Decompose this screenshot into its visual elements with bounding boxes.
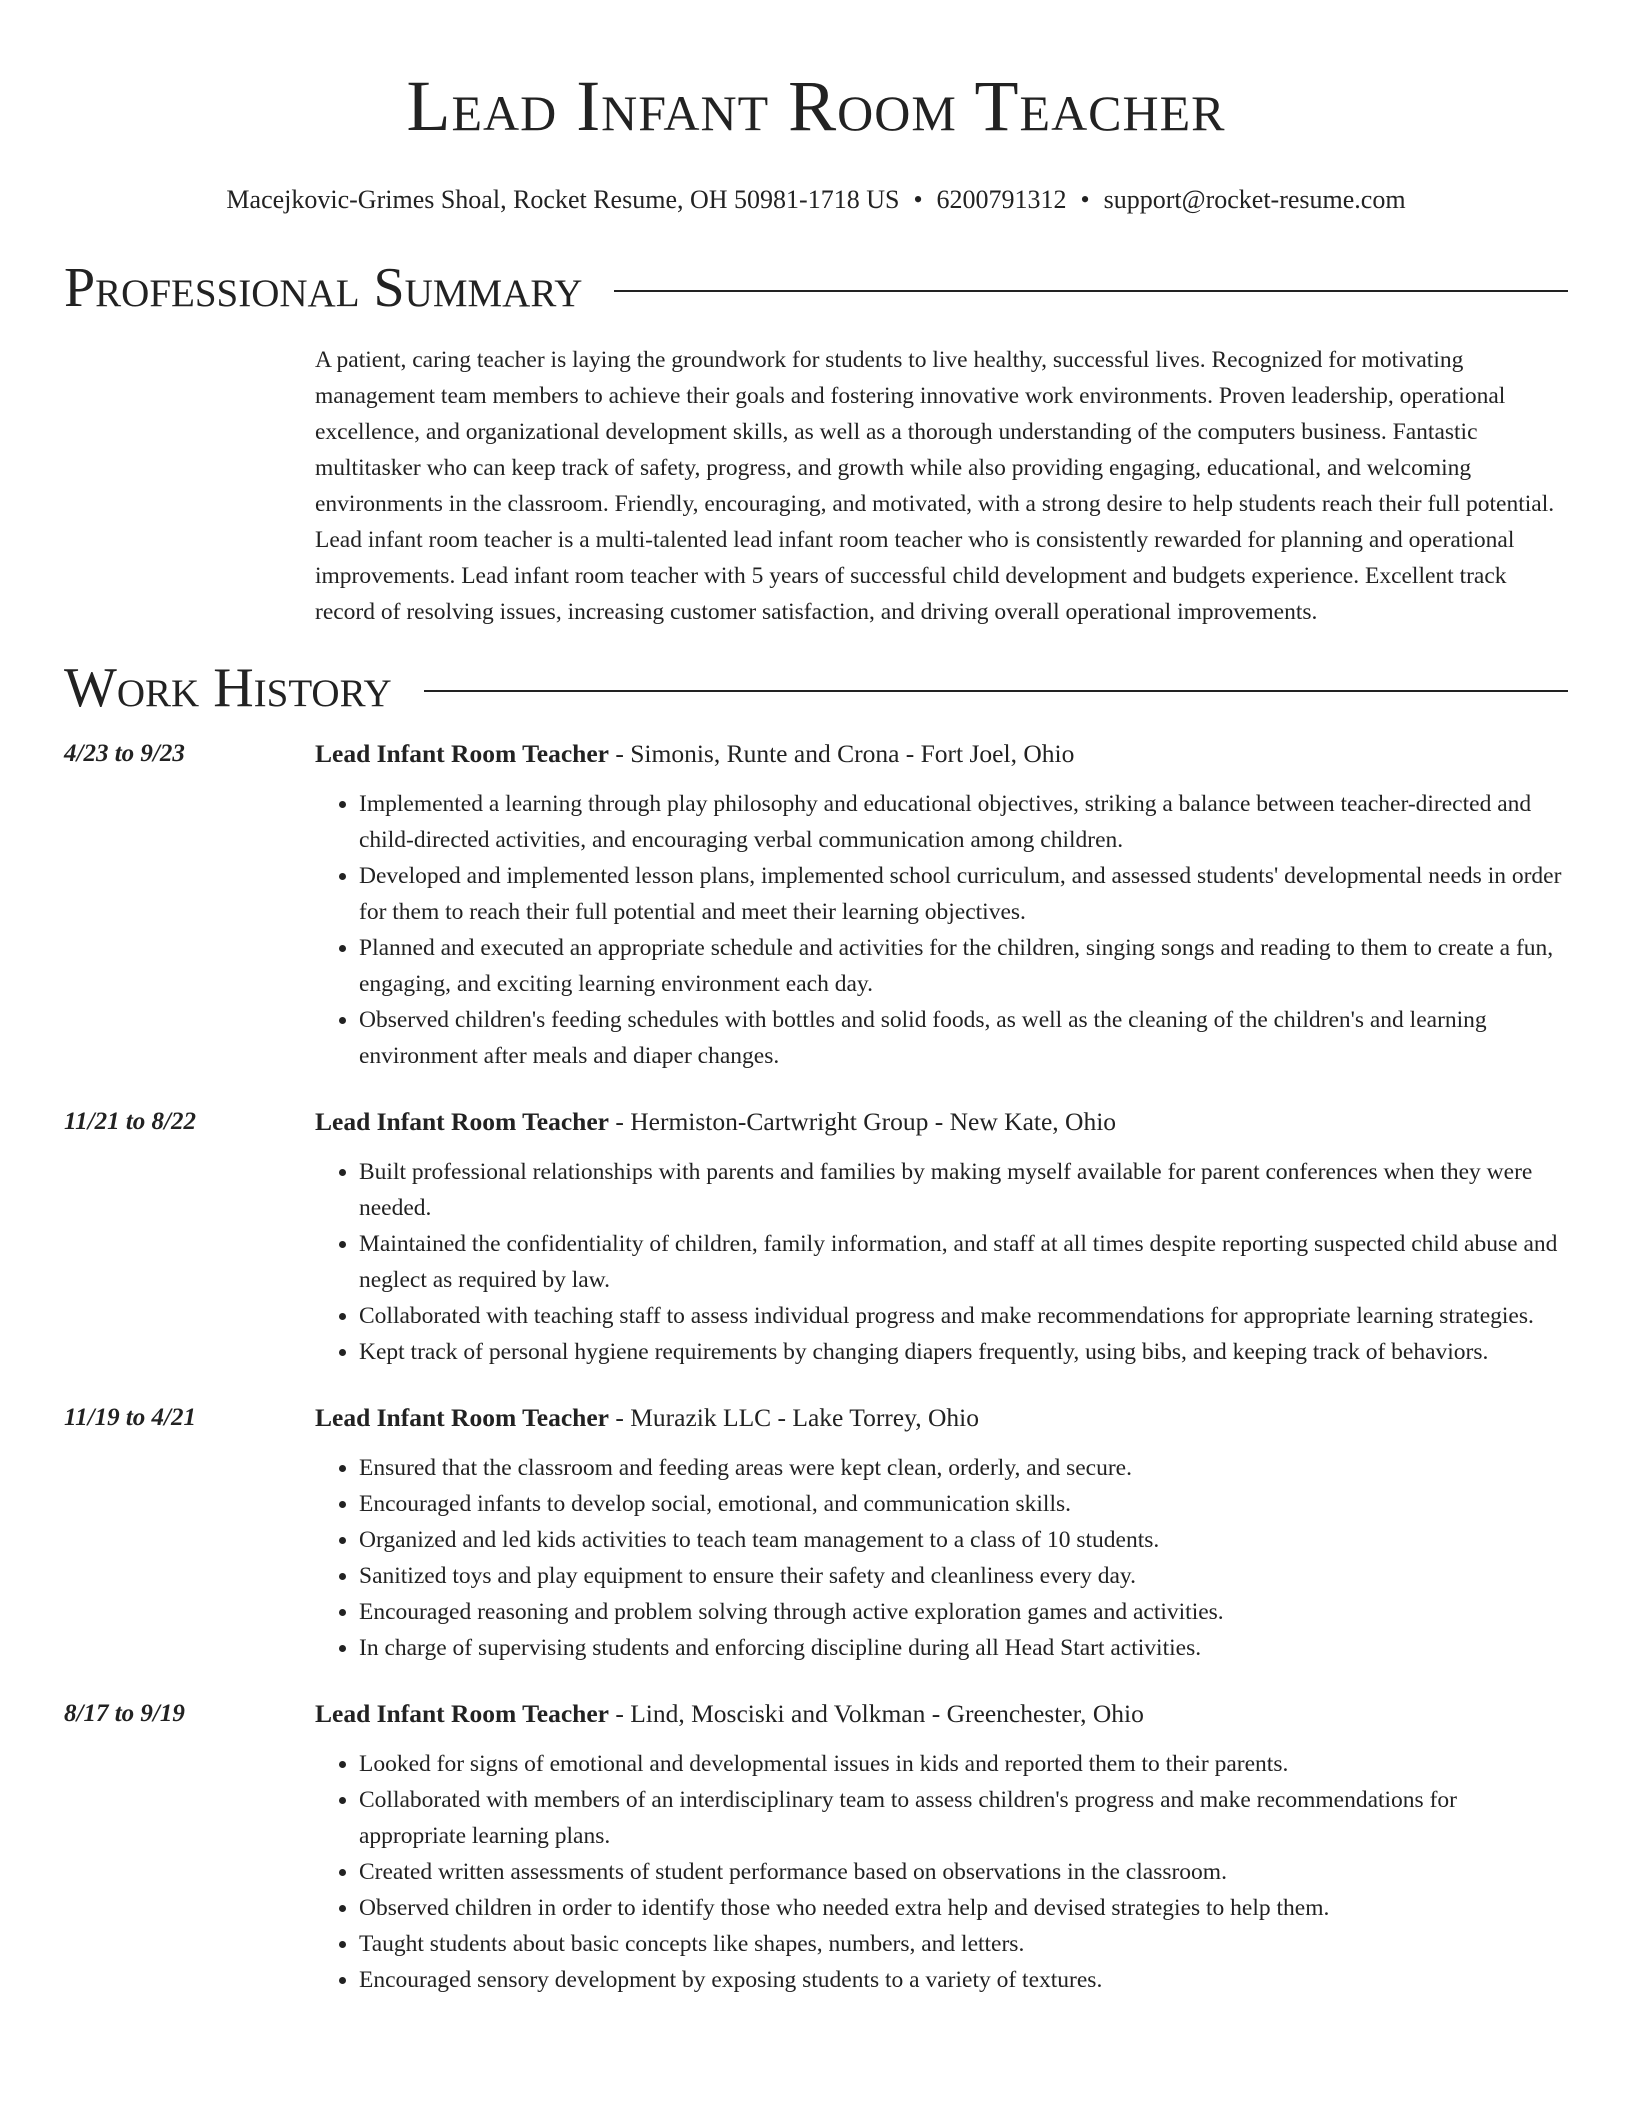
job-employer-location: - Hermiston-Cartwright Group - New Kate, Ohio xyxy=(608,1107,1117,1136)
job-entry xyxy=(64,1696,1568,1998)
job-dates: 8/17 to 9/19 xyxy=(64,1700,185,1727)
work-history-heading: Work History xyxy=(64,657,392,719)
job-bullet: • Taught students about basic concepts like shapes, numbers, and letters. xyxy=(359,1926,1568,1962)
job-title: Lead Infant Room Teacher xyxy=(315,739,609,768)
contact-email: support@rocket-resume.com xyxy=(1103,185,1406,214)
job-body xyxy=(315,1104,1568,1370)
job-dates: 11/21 to 8/22 xyxy=(64,1108,196,1135)
job-bullet: • Looked for signs of emotional and developmental issues in kids and reported them to their parents. xyxy=(359,1746,1568,1782)
job-bullet: • Encouraged reasoning and problem solving through active exploration games and activities. xyxy=(359,1594,1568,1630)
contact-line xyxy=(64,184,1568,216)
job-body xyxy=(315,1696,1568,1998)
job-entry xyxy=(64,1104,1568,1370)
contact-address: Macejkovic-Grimes Shoal, Rocket Resume, OH 50981-1718 US xyxy=(226,185,900,214)
summary-text: A patient, caring teacher is laying the groundwork for students to live healthy, successful lives. Recognized for motivating management team members to achieve their goals and fostering innovative work environments. Proven leadership, operational excellence, and organizational development skills, as well as a thorough understanding of the computers business. Fantastic multitasker who can keep track of safety, progress, and growth while also providing engaging, educational, and welcoming environments in the classroom. Friendly, encouraging, and motivated, with a strong desire to help students reach their full potential. Lead infant room teacher is a multi-talented lead infant room teacher who is consistently rewarded for planning and operational improvements. Lead infant room teacher with 5 years of successful child development and budgets experience. Excellent track record of resolving issues, increasing customer satisfaction, and driving overall operational improvements. xyxy=(315,347,1555,625)
job-heading-line xyxy=(315,1400,1568,1436)
job-bullet: • Implemented a learning through play philosophy and educational objectives, striking a balance between teacher-directed and child-directed activities, and encouraging verbal communication among children. xyxy=(359,786,1568,858)
job-heading-line xyxy=(315,736,1568,772)
job-dates: 4/23 to 9/23 xyxy=(64,740,185,767)
job-entry xyxy=(64,1400,1568,1666)
job-bullet: • Planned and executed an appropriate schedule and activities for the children, singing songs and reading to them to create a fun, engaging, and exciting learning environment each day. xyxy=(359,930,1568,1002)
job-bullet: • Encouraged infants to develop social, emotional, and communication skills. xyxy=(359,1486,1568,1522)
job-employer-location: - Simonis, Runte and Crona - Fort Joel, Ohio xyxy=(608,739,1075,768)
job-employer-location: - Murazik LLC - Lake Torrey, Ohio xyxy=(608,1403,979,1432)
job-bullet: • In charge of supervising students and enforcing discipline during all Head Start activities. xyxy=(359,1630,1568,1666)
summary-heading: Professional Summary xyxy=(64,257,583,319)
job-bullet: • Collaborated with teaching staff to assess individual progress and make recommendations for appropriate learning strategies. xyxy=(359,1298,1568,1334)
job-bullet: • Kept track of personal hygiene requirements by changing diapers frequently, using bibs, and keeping track of behaviors. xyxy=(359,1334,1568,1370)
candidate-name: Lead Infant Room Teacher xyxy=(406,66,1226,146)
job-title: Lead Infant Room Teacher xyxy=(315,1699,609,1728)
job-body xyxy=(315,1400,1568,1666)
job-bullet: • Created written assessments of student performance based on observations in the classroom. xyxy=(359,1854,1568,1890)
job-bullet: • Maintained the confidentiality of children, family information, and staff at all times despite reporting suspected child abuse and neglect as required by law. xyxy=(359,1226,1568,1298)
job-bullet: • Built professional relationships with parents and families by making myself available for parent conferences when they were needed. xyxy=(359,1154,1568,1226)
job-dates: 11/19 to 4/21 xyxy=(64,1404,196,1431)
job-body xyxy=(315,736,1568,1074)
job-bullet-list xyxy=(315,786,1568,1074)
job-bullet: • Encouraged sensory development by exposing students to a variety of textures. xyxy=(359,1962,1568,1998)
job-title: Lead Infant Room Teacher xyxy=(315,1107,609,1136)
job-bullet: • Developed and implemented lesson plans, implemented school curriculum, and assessed students' developmental needs in order for them to reach their full potential and meet their learning objectives. xyxy=(359,858,1568,930)
job-entry xyxy=(64,736,1568,1074)
contact-separator: • xyxy=(1080,185,1090,214)
job-bullet-list xyxy=(315,1154,1568,1370)
resume-page xyxy=(64,0,1568,1998)
job-bullet: • Observed children in order to identify those who needed extra help and devised strategies to help them. xyxy=(359,1890,1568,1926)
job-heading-line xyxy=(315,1696,1568,1732)
section-divider xyxy=(614,290,1568,292)
job-heading-line xyxy=(315,1104,1568,1140)
job-list xyxy=(64,736,1568,1998)
job-title: Lead Infant Room Teacher xyxy=(315,1403,609,1432)
job-bullet: • Sanitized toys and play equipment to ensure their safety and cleanliness every day. xyxy=(359,1558,1568,1594)
job-bullet: • Ensured that the classroom and feeding areas were kept clean, orderly, and secure. xyxy=(359,1450,1568,1486)
summary-section-header xyxy=(64,256,1568,320)
job-bullet-list xyxy=(315,1746,1568,1998)
job-employer-location: - Lind, Mosciski and Volkman - Greenchester, Ohio xyxy=(608,1699,1144,1728)
work-history-section-header xyxy=(64,656,1568,720)
contact-separator: • xyxy=(913,185,923,214)
contact-phone: 6200791312 xyxy=(936,185,1067,214)
section-divider xyxy=(424,690,1568,692)
job-bullet: • Collaborated with members of an interdisciplinary team to assess children's progress and make recommendations for appropriate learning plans. xyxy=(359,1782,1568,1854)
job-bullet: • Observed children's feeding schedules with bottles and solid foods, as well as the cleaning of the children's and learning environment after meals and diaper changes. xyxy=(359,1002,1568,1074)
job-bullet-list xyxy=(315,1450,1568,1666)
job-bullet: • Organized and led kids activities to teach team management to a class of 10 students. xyxy=(359,1522,1568,1558)
